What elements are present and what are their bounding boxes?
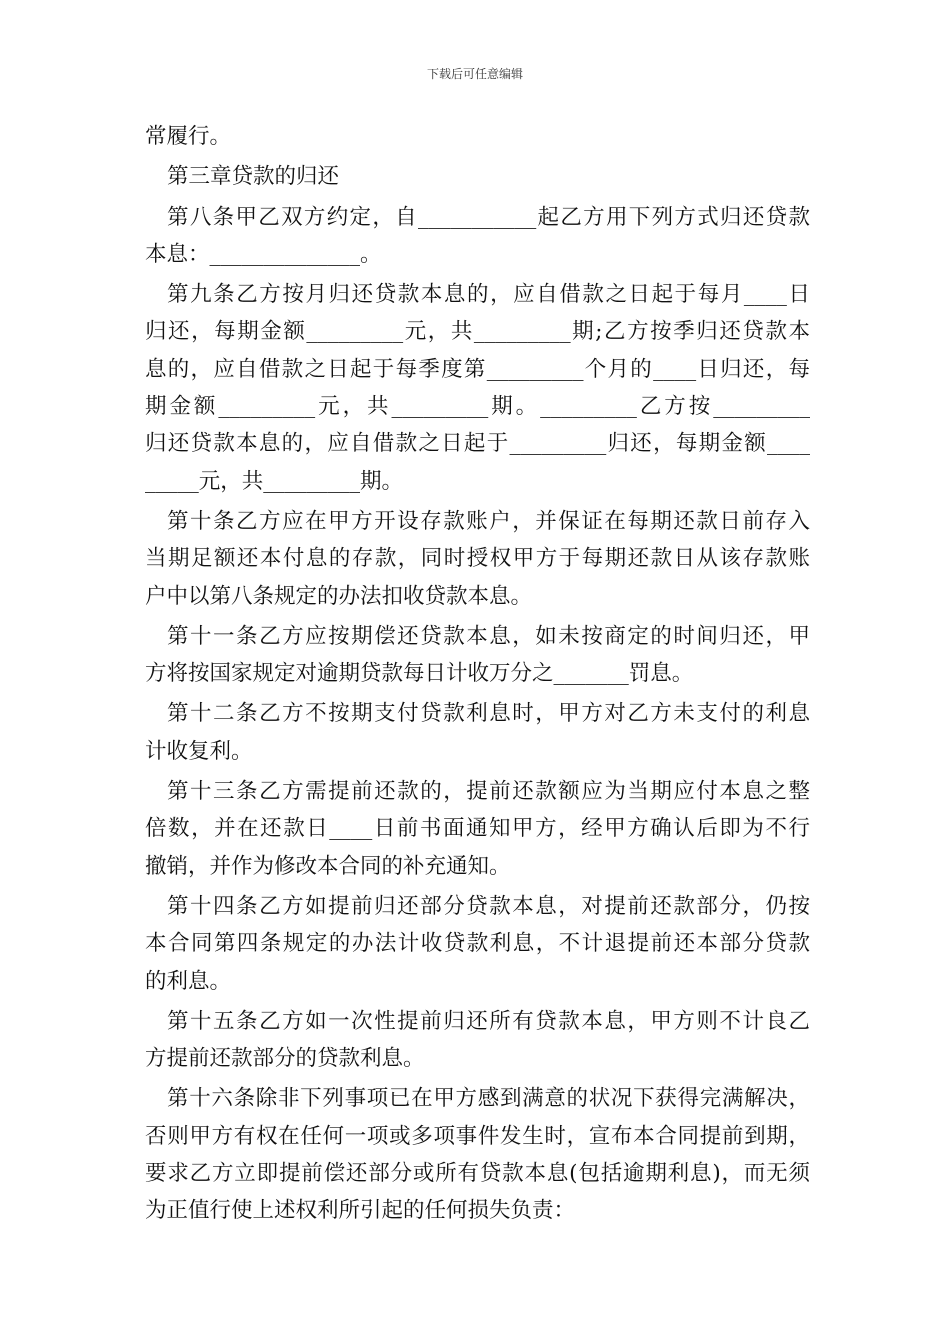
text-line: 本息：______________。 (145, 241, 382, 267)
text-line: 常履行。 (145, 124, 232, 149)
text-line: 方将按国家规定对逾期贷款每日计收万分之_______罚息。 (145, 661, 694, 687)
text-line: 第十三条乙方需提前还款的，提前还款额应为当期应付本息之整 (167, 779, 810, 805)
page-header: 下载后可任意编辑 (426, 67, 523, 81)
text-line: 计收复利。 (145, 738, 253, 764)
text-line: 的利息。 (145, 968, 232, 994)
text-line: 方提前还款部分的贷款利息。 (145, 1046, 425, 1072)
text-line: 当期足额还本付息的存款，同时授权甲方于每期还款日从该存款账 (145, 546, 810, 572)
text-line: 否则甲方有权在任何一项或多项事件发生时，宣布本合同提前到期， (145, 1123, 810, 1149)
document-body (145, 118, 810, 1230)
text-line: 第十二条乙方不按期支付贷款利息时，甲方对乙方未支付的利息 (167, 701, 810, 727)
text-line: 第十六条除非下列事项已在甲方感到满意的状况下获得完满解决， (167, 1086, 810, 1112)
text-line: 第八条甲乙双方约定，自___________起乙方用下列方式归还贷款 (167, 204, 810, 230)
text-line: 为正值行使上述权利所引起的任何损失负责： (145, 1198, 576, 1224)
text-line: 第九条乙方按月归还贷款本息的，应自借款之日起于每月____日 (167, 282, 810, 308)
text-line: 要求乙方立即提前偿还部分或所有贷款本息(包括逾期利息)，而无须 (145, 1161, 810, 1187)
text-line: 第十五条乙方如一次性提前归还所有贷款本息，甲方则不计良乙 (167, 1008, 810, 1034)
text-line: 息的，应自借款之日起于每季度第_________个月的____日归还，每 (145, 356, 810, 382)
text-line: 第十四条乙方如提前归还部分贷款本息，对提前还款部分，仍按 (167, 893, 810, 919)
text-line: 第十条乙方应在甲方开设存款账户，并保证在每期还款日前存入 (167, 508, 810, 534)
text-line: 撤销，并作为修改本合同的补充通知。 (145, 853, 511, 879)
text-line: 归还贷款本息的，应自借款之日起于_________归还，每期金额____ (145, 431, 810, 457)
text-line: 户中以第八条规定的办法扣收贷款本息。 (145, 583, 533, 609)
text-line: 归还，每期金额_________元，共_________期;乙方按季归还贷款本 (145, 319, 810, 345)
text-line: _____元，共_________期。 (145, 468, 404, 494)
text-line: 第三章贷款的归还 (167, 164, 340, 190)
text-line: 本合同第四条规定的办法计收贷款利息，不计退提前还本部分贷款 (145, 931, 810, 957)
text-line: 倍数，并在还款日____日前书面通知甲方，经甲方确认后即为不行 (145, 816, 810, 842)
text-line: 第十一条乙方应按期偿还贷款本息，如未按商定的时间归还，甲 (167, 623, 810, 649)
text-line: 期金额_________元，共_________期。_________乙方按_________ (145, 394, 810, 420)
